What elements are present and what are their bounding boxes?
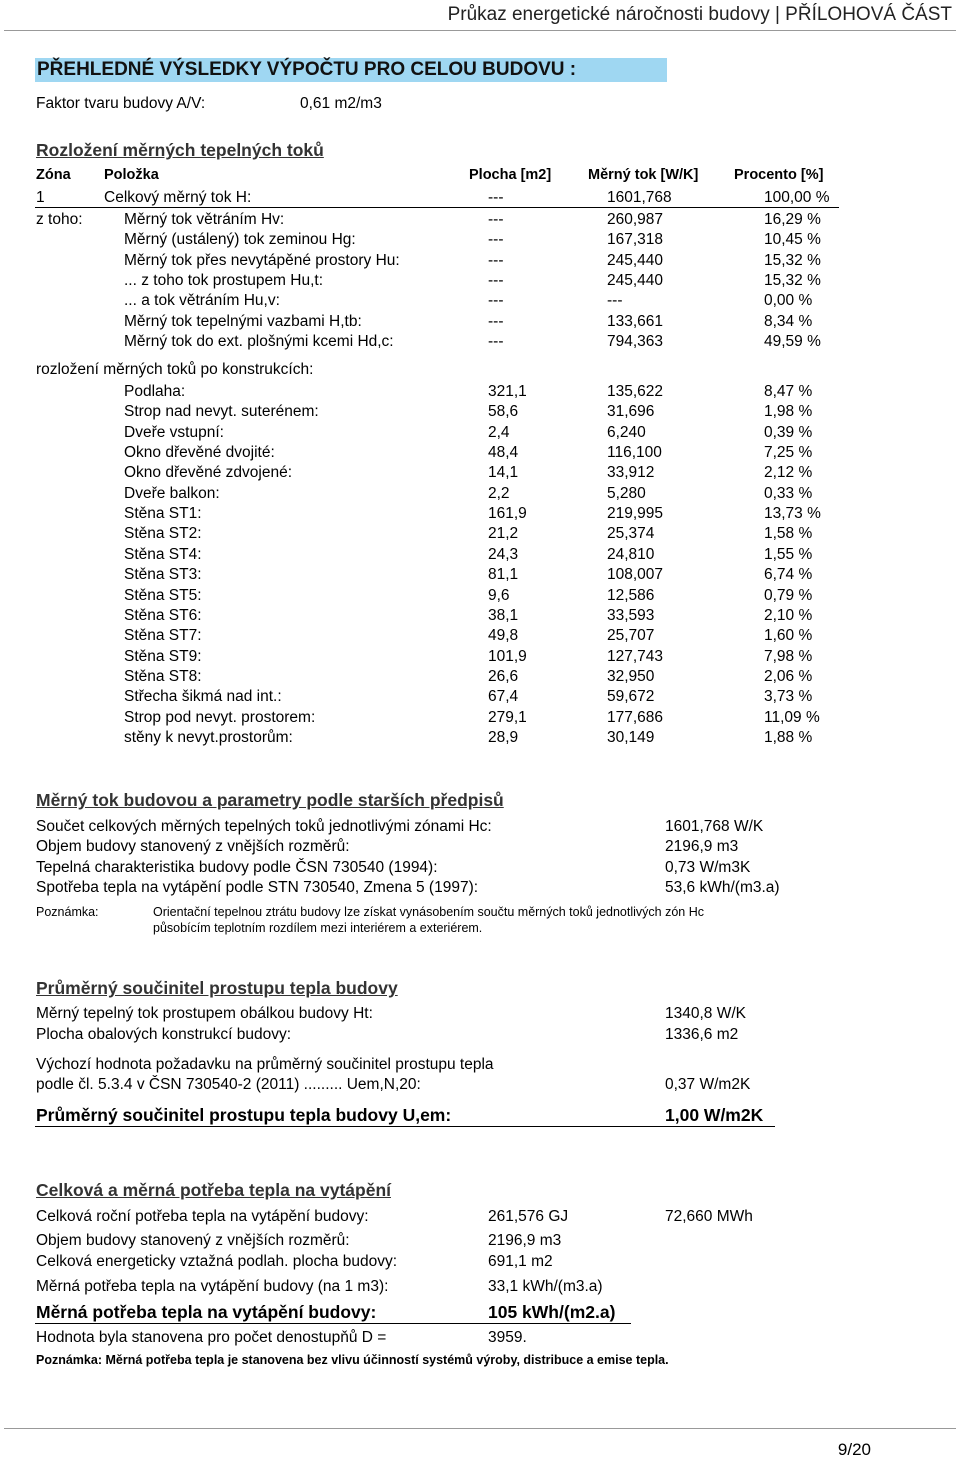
total-area: --- — [488, 189, 504, 206]
construction-flux: 25,374 — [607, 525, 655, 543]
construction-area: 24,3 — [488, 545, 519, 563]
heat-demand-note: Poznámka: Měrná potřeba tepla je stanovena bez vlivu účinností systémů výroby, distribuce a emise tepla. — [36, 1353, 669, 1367]
construction-row — [0, 587, 960, 607]
construction-row — [0, 383, 960, 403]
flux-row — [0, 211, 960, 231]
shape-factor-value: 0,61 m2/m3 — [300, 95, 382, 112]
construction-flux: 116,100 — [607, 444, 662, 462]
construction-percent: 3,73 % — [764, 688, 813, 706]
construction-row — [0, 424, 960, 444]
flux-percent: 15,32 % — [764, 271, 821, 289]
avg-u-ref-value: 0,37 W/m2K — [665, 1076, 751, 1093]
construction-row — [0, 688, 960, 708]
per-m3-value: 33,1 kWh/(m3.a) — [488, 1278, 603, 1295]
older-regs-label: Spotřeba tepla na vytápění podle STN 730540, Zmena 5 (1997): — [36, 878, 479, 896]
flux-area: --- — [488, 332, 504, 350]
construction-area: 101,9 — [488, 647, 527, 665]
construction-area: 21,2 — [488, 525, 519, 543]
flux-percent: 0,00 % — [764, 292, 813, 310]
flux-table-header — [0, 167, 960, 187]
construction-area: 279,1 — [488, 708, 527, 726]
construction-item: Okno dřevěné zdvojené: — [124, 464, 293, 482]
construction-flux: 24,810 — [607, 545, 655, 563]
older-regs-note-line2: působícím teplotním rozdílem mezi interiérem a exteriérem. — [153, 921, 483, 935]
flux-area: --- — [488, 292, 504, 310]
construction-percent: 8,47 % — [764, 383, 813, 400]
header-area: Plocha [m2] — [469, 167, 552, 183]
flux-row — [0, 313, 960, 333]
total-zone: 1 — [36, 189, 45, 206]
construction-percent: 2,10 % — [764, 606, 813, 624]
construction-area: 28,9 — [488, 728, 519, 746]
construction-flux: 33,593 — [607, 606, 655, 624]
flux-total-row — [0, 189, 960, 209]
flux-percent: 16,29 % — [764, 211, 821, 228]
construction-percent: 0,79 % — [764, 586, 813, 604]
construction-flux: 127,743 — [607, 647, 664, 665]
construction-row — [0, 546, 960, 566]
construction-percent: 1,58 % — [764, 525, 813, 543]
construction-flux: 30,149 — [607, 728, 655, 746]
construction-row — [0, 485, 960, 505]
construction-flux: 6,240 — [607, 423, 646, 441]
flux-area: --- — [488, 251, 504, 269]
avg-u-ht-label: Měrný tepelný tok prostupem obálkou budovy Ht: — [36, 1005, 373, 1022]
header-item: Položka — [104, 167, 159, 183]
construction-area: 9,6 — [488, 586, 510, 604]
degree-days-label: Hodnota byla stanovena pro počet denostupňů D = — [36, 1329, 387, 1346]
construction-area: 321,1 — [488, 383, 527, 400]
constructions-label: rozložení měrných toků po konstrukcích: — [36, 361, 314, 378]
construction-row — [0, 627, 960, 647]
avg-u-result-underline — [35, 1126, 775, 1127]
avg-u-area-label: Plocha obalových konstrukcí budovy: — [36, 1026, 292, 1043]
volume-value: 2196,9 m3 — [488, 1232, 562, 1249]
avg-u-ref-line2: podle čl. 5.3.4 v ČSN 730540-2 (2011) ......... Uem,N,20: — [36, 1076, 421, 1093]
avg-u-ref-line1: Výchozí hodnota požadavku na průměrný součinitel prostupu tepla — [36, 1056, 494, 1073]
construction-row — [0, 729, 960, 749]
older-regs-label: Součet celkových měrných tepelných toků jednotlivými zónami Hc: — [36, 818, 492, 835]
flux-item: Měrný tok přes nevytápěné prostory Hu: — [124, 251, 400, 269]
construction-area: 2,4 — [488, 423, 510, 441]
construction-percent: 11,09 % — [764, 708, 820, 726]
construction-item: Dveře balkon: — [124, 484, 220, 502]
flux-percent: 49,59 % — [764, 332, 821, 350]
construction-row — [0, 525, 960, 545]
flux-area: --- — [488, 271, 504, 289]
header-percent: Procento [%] — [734, 167, 824, 183]
flux-flux: --- — [607, 292, 623, 310]
construction-item: Stěna ST1: — [124, 505, 202, 523]
construction-row — [0, 505, 960, 525]
construction-area: 14,1 — [488, 464, 519, 482]
annual-demand-gj: 261,576 GJ — [488, 1208, 569, 1225]
shape-factor-label: Faktor tvaru budovy A/V: — [36, 95, 206, 112]
construction-item: Stěna ST9: — [124, 647, 202, 665]
flux-percent: 10,45 % — [764, 231, 821, 249]
construction-percent: 7,98 % — [764, 647, 813, 665]
flux-row — [0, 231, 960, 251]
footer-divider — [4, 1428, 956, 1429]
header-zone: Zóna — [36, 167, 71, 183]
construction-percent: 6,74 % — [764, 566, 813, 584]
older-regs-value: 0,73 W/m3K — [665, 858, 751, 876]
older-regs-note-label: Poznámka: — [36, 905, 99, 919]
floor-area-label: Celková energeticky vztažná podlah. plocha budovy: — [36, 1253, 398, 1270]
older-regs-title: Měrný tok budovou a parametry podle starších předpisů — [36, 790, 504, 810]
total-row-underline — [35, 207, 839, 208]
floor-area-value: 691,1 m2 — [488, 1253, 553, 1270]
annual-demand-label: Celková roční potřeba tepla na vytápění budovy: — [36, 1208, 369, 1225]
construction-area: 2,2 — [488, 484, 510, 502]
construction-row — [0, 709, 960, 729]
flux-item: ... z toho tok prostupem Hu,t: — [124, 271, 324, 289]
construction-percent: 7,25 % — [764, 444, 813, 462]
construction-percent: 1,88 % — [764, 728, 813, 746]
construction-percent: 2,12 % — [764, 464, 813, 482]
construction-item: Strop pod nevyt. prostorem: — [124, 708, 316, 726]
construction-area: 161,9 — [488, 505, 527, 523]
construction-item: Stěna ST7: — [124, 627, 202, 645]
per-m3-label: Měrná potřeba tepla na vytápění budovy (na 1 m3): — [36, 1278, 389, 1295]
flux-percent: 15,32 % — [764, 251, 821, 269]
construction-flux: 5,280 — [607, 484, 646, 502]
flux-row — [0, 333, 960, 353]
older-regs-label: Objem budovy stanovený z vnějších rozměrů: — [36, 838, 350, 856]
construction-item: Stěna ST6: — [124, 606, 202, 624]
of-which-label: z toho: — [36, 211, 83, 228]
total-flux: 1601,768 — [607, 189, 672, 206]
construction-percent: 0,33 % — [764, 484, 813, 502]
flux-percent: 8,34 % — [764, 312, 813, 330]
construction-item: Stěna ST4: — [124, 545, 202, 563]
construction-flux: 31,696 — [607, 403, 655, 421]
header-divider — [4, 30, 956, 31]
flux-flux: 245,440 — [607, 271, 664, 289]
construction-item: stěny k nevyt.prostorům: — [124, 728, 293, 746]
construction-flux: 219,995 — [607, 505, 664, 523]
annual-demand-mwh: 72,660 MWh — [665, 1208, 753, 1225]
flux-item: Měrný tok větráním Hv: — [124, 211, 285, 228]
construction-flux: 59,672 — [607, 688, 655, 706]
flux-flux: 167,318 — [607, 231, 664, 249]
construction-row — [0, 668, 960, 688]
construction-flux: 12,586 — [607, 586, 655, 604]
construction-row — [0, 566, 960, 586]
construction-flux: 33,912 — [607, 464, 655, 482]
construction-item: Stěna ST5: — [124, 586, 202, 604]
construction-row — [0, 464, 960, 484]
construction-percent: 2,06 % — [764, 667, 813, 685]
specific-demand-underline — [35, 1323, 631, 1324]
older-regs-label: Tepelná charakteristika budovy podle ČSN 730540 (1994): — [36, 858, 438, 876]
document-header-title: Průkaz energetické náročnosti budovy | PŘÍLOHOVÁ ČÁST — [447, 4, 952, 25]
avg-u-title: Průměrný součinitel prostupu tepla budovy — [36, 978, 398, 998]
construction-item: Strop nad nevyt. suterénem: — [124, 403, 319, 421]
older-regs-value: 2196,9 m3 — [665, 838, 739, 856]
construction-item: Střecha šikmá nad int.: — [124, 688, 282, 706]
volume-label: Objem budovy stanovený z vnějších rozměrů: — [36, 1232, 350, 1249]
construction-area: 38,1 — [488, 606, 519, 624]
flux-flux: 260,987 — [607, 211, 664, 228]
construction-item: Podlaha: — [124, 383, 186, 400]
construction-area: 48,4 — [488, 444, 519, 462]
construction-area: 67,4 — [488, 688, 519, 706]
construction-flux: 108,007 — [607, 566, 664, 584]
construction-percent: 1,60 % — [764, 627, 813, 645]
construction-item: Stěna ST8: — [124, 667, 202, 685]
construction-item: Dveře vstupní: — [124, 423, 224, 441]
construction-percent: 0,39 % — [764, 423, 813, 441]
older-regs-value: 53,6 kWh/(m3.a) — [665, 878, 780, 896]
flux-item: Měrný (ustálený) tok zeminou Hg: — [124, 231, 356, 249]
specific-demand-value: 105 kWh/(m2.a) — [488, 1302, 616, 1322]
avg-u-area-value: 1336,6 m2 — [665, 1026, 739, 1043]
flux-row — [0, 252, 960, 272]
construction-flux: 32,950 — [607, 667, 655, 685]
flux-area: --- — [488, 231, 504, 249]
older-regs-note-line1: Orientační tepelnou ztrátu budovy lze získat vynásobením součtu měrných toků jednotlivých zón Hc — [153, 905, 704, 919]
flux-item: Měrný tok do ext. plošnými kcemi Hd,c: — [124, 332, 394, 350]
construction-percent: 13,73 % — [764, 505, 821, 523]
construction-row — [0, 444, 960, 464]
flux-flux: 133,661 — [607, 312, 664, 330]
flux-flux: 794,363 — [607, 332, 664, 350]
construction-percent: 1,55 % — [764, 545, 813, 563]
header-flux: Měrný tok [W/K] — [588, 167, 699, 183]
flux-row — [0, 292, 960, 312]
flux-row — [0, 272, 960, 292]
construction-row — [0, 607, 960, 627]
flux-flux: 245,440 — [607, 251, 664, 269]
construction-percent: 1,98 % — [764, 403, 813, 421]
older-regs-value: 1601,768 W/K — [665, 818, 764, 835]
construction-flux: 25,707 — [607, 627, 655, 645]
construction-row — [0, 648, 960, 668]
specific-demand-label: Měrná potřeba tepla na vytápění budovy: — [36, 1302, 377, 1322]
flux-item: Měrný tok tepelnými vazbami H,tb: — [124, 312, 362, 330]
construction-area: 49,8 — [488, 627, 519, 645]
total-item: Celkový měrný tok H: — [104, 189, 252, 206]
flux-area: --- — [488, 312, 504, 330]
construction-area: 58,6 — [488, 403, 519, 421]
page-number: 9/20 — [837, 1440, 871, 1459]
flux-item: ... a tok větráním Hu,v: — [124, 292, 280, 310]
construction-row — [0, 403, 960, 423]
construction-flux: 135,622 — [607, 383, 664, 400]
avg-u-result-value: 1,00 W/m2K — [665, 1105, 764, 1125]
flux-section-title: Rozložení měrných tepelných toků — [36, 140, 324, 160]
avg-u-ht-value: 1340,8 W/K — [665, 1005, 746, 1022]
construction-area: 81,1 — [488, 566, 519, 584]
degree-days-value: 3959. — [488, 1329, 527, 1346]
heat-demand-title: Celková a měrná potřeba tepla na vytápění — [36, 1180, 391, 1200]
construction-item: Stěna ST2: — [124, 525, 202, 543]
flux-area: --- — [488, 211, 504, 228]
construction-area: 26,6 — [488, 667, 519, 685]
construction-item: Okno dřevěné dvojité: — [124, 444, 275, 462]
construction-flux: 177,686 — [607, 708, 664, 726]
avg-u-result-label: Průměrný součinitel prostupu tepla budovy U,em: — [36, 1105, 452, 1125]
total-percent: 100,00 % — [764, 189, 830, 206]
results-banner: PŘEHLEDNÉ VÝSLEDKY VÝPOČTU PRO CELOU BUDOVU : — [35, 58, 667, 82]
construction-item: Stěna ST3: — [124, 566, 202, 584]
